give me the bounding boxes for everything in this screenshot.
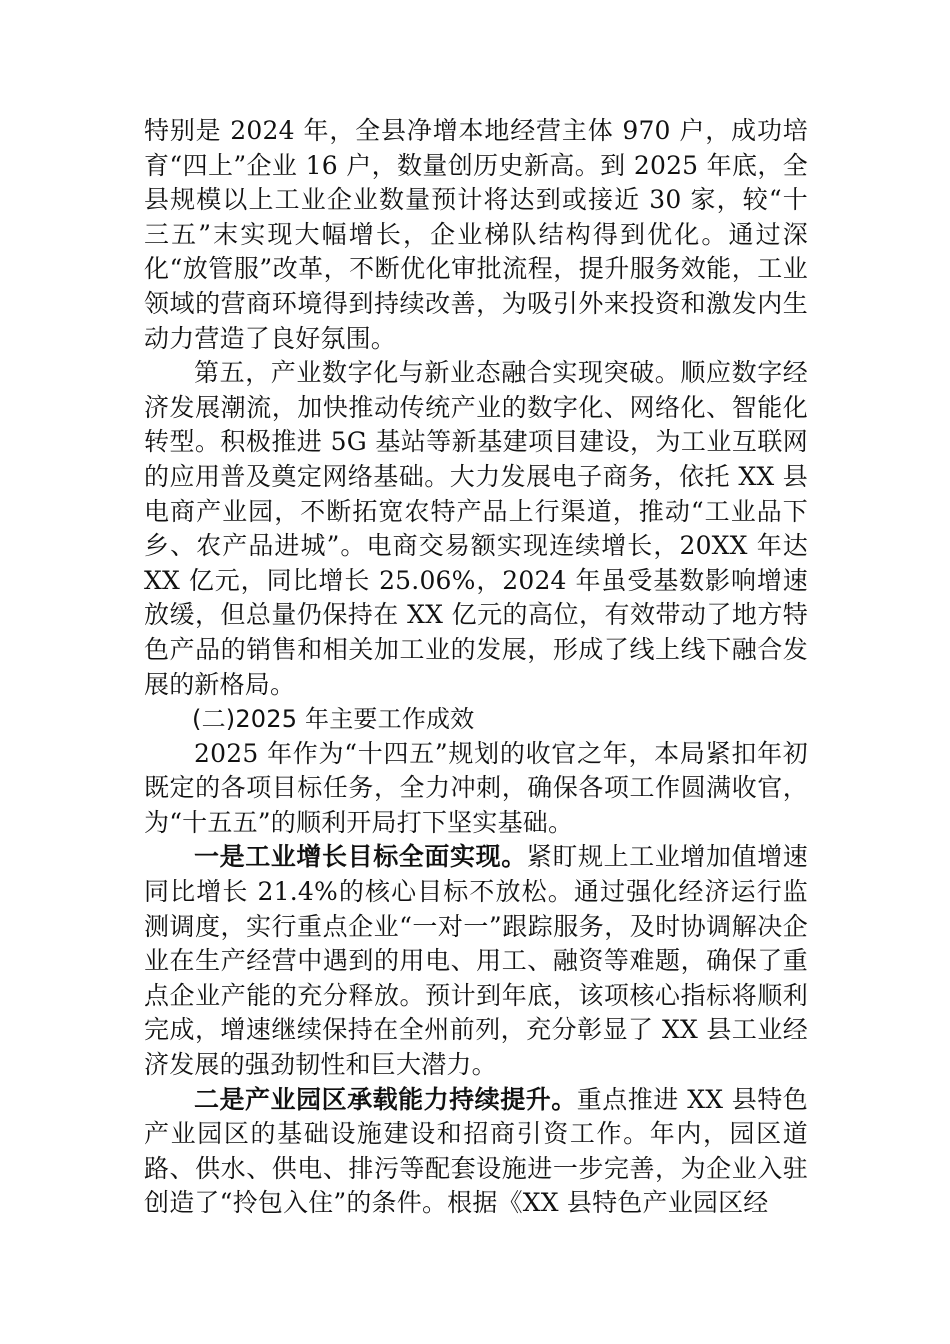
paragraph-industrial-growth: [144, 840, 808, 1082]
heading-text: (二)2025 年主要工作成效: [192, 705, 475, 734]
paragraph-industrial-park: [144, 1083, 808, 1221]
paragraph-lead: 一是工业增长目标全面实现。: [194, 842, 527, 872]
document-page: [144, 114, 808, 1221]
paragraph-text: 第五，产业数字化与新业态融合实现突破。顺应数字经济发展潮流，加快推动传统产业的数字化、网络化、智能化转型。积极推进 5G 基站等新基建项目建设，为工业互联网的应用普及奠定网络基础。大力发展电子商务，依托 XX 县电商产业园，不断拓宽农特产品上行渠道，推动“工业品下乡、农产品进城”。电商交易额实现连续增长，20XX 年达 XX 亿元，同比增长 25.06%，2024 年虽受基数影响增速放缓，但总量仍保持在 XX 亿元的高位，有效带动了地方特色产品的销售和相关加工业的发展，形成了线上线下融合发展的新格局。: [144, 358, 808, 699]
paragraph-business-entities: [144, 114, 808, 356]
paragraph-lead: 二是产业园区承载能力持续提升。: [194, 1084, 577, 1114]
paragraph-text: 重点推进 XX 县特色产业园区的基础设施建设和招商引资工作。年内，园区道路、供水、供电、排污等配套设施进一步完善，为企业入驻创造了“拎包入住”的条件。根据《XX 县特色产业园区经: [144, 1084, 808, 1218]
paragraph-digitalization: [144, 356, 808, 702]
paragraph-text: 特别是 2024 年，全县净增本地经营主体 970 户，成功培育“四上”企业 16 户，数量创历史新高。到 2025 年底，全县规模以上工业企业数量预计将达到或接近 30 家，较“十三五”末实现大幅增长，企业梯队结构得到优化。通过深化“放管服”改革，不断优化审批流程，提升服务效能，工业领域的营商环境得到持续改善，为吸引外来投资和激发内生动力营造了良好氛围。: [144, 116, 808, 353]
paragraph-text: 紧盯规上工业增加值增速同比增长 21.4%的核心目标不放松。通过强化经济运行监测调度，实行重点企业“一对一”跟踪服务，及时协调解决企业在生产经营中遇到的用电、用工、融资等难题，确保了重点企业产能的充分释放。预计到年底，该项核心指标将顺利完成，增速继续保持在全州前列，充分彰显了 XX 县工业经济发展的强劲韧性和巨大潜力。: [144, 842, 808, 1080]
section-heading: [144, 702, 808, 737]
paragraph-2025-intro: [144, 737, 808, 841]
paragraph-text: 2025 年作为“十四五”规划的收官之年，本局紧扣年初既定的各项目标任务，全力冲刺，确保各项工作圆满收官，为“十五五”的顺利开局打下坚实基础。: [144, 738, 808, 837]
